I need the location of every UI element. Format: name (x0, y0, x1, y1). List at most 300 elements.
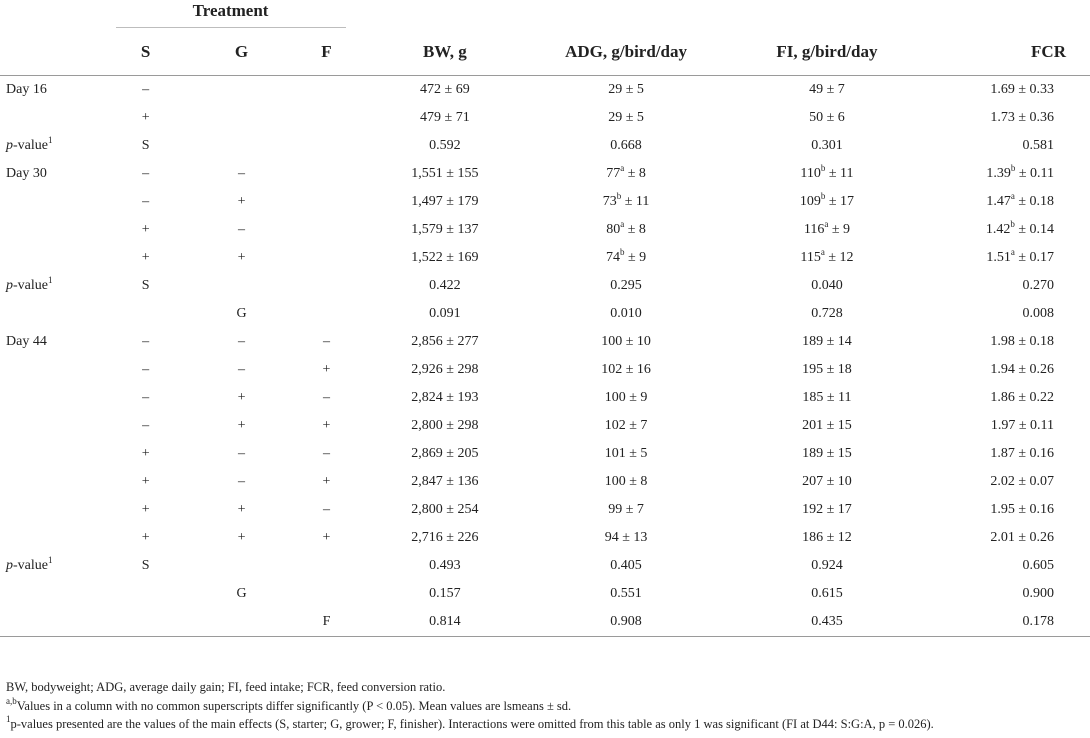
cell-value: 0.157 (429, 585, 461, 601)
cell-value: 94 ± 13 (604, 529, 648, 545)
cell-f (306, 524, 346, 552)
cell-value: 100 ± 9 (604, 389, 648, 405)
table-row (0, 132, 1090, 160)
cell-adg (543, 132, 709, 160)
cell-fcr (945, 104, 1090, 132)
cell-fi (709, 272, 945, 300)
cell-value: – (142, 193, 150, 209)
cell-label (0, 608, 115, 637)
cell-fi (709, 384, 945, 412)
table-row (0, 328, 1090, 356)
cell-adg (543, 580, 709, 608)
cell-label (0, 132, 115, 160)
cell-bw (346, 300, 543, 328)
cell-value: – (142, 81, 150, 97)
cell-value: + (141, 529, 150, 545)
col-header-fcr: FCR (945, 29, 1090, 76)
cell-value: 0.900 (1022, 585, 1054, 601)
cell-fi (709, 104, 945, 132)
cell-bw (346, 580, 543, 608)
cell-value: 2,847 ± 136 (411, 473, 479, 489)
cell-adg (543, 160, 709, 188)
superscript-letter: b (820, 162, 826, 173)
cell-fi (709, 300, 945, 328)
cell-value: F (322, 613, 331, 629)
cell-value: – (322, 501, 330, 517)
cell-f (306, 440, 346, 468)
cell-value: 0.814 (429, 613, 461, 629)
cell-adg (543, 272, 709, 300)
cell-value: 1,522 ± 169 (411, 249, 479, 265)
cell-fcr (945, 132, 1090, 160)
superscript-letter: b (616, 190, 622, 201)
cell-value: 1.69 ± 0.33 (990, 81, 1054, 97)
cell-g (177, 76, 307, 104)
cell-value: 0.301 (811, 137, 843, 153)
cell-value: 189 ± 15 (802, 445, 852, 461)
table-row (0, 524, 1090, 552)
cell-value-sd: ± 12 (824, 249, 854, 265)
cell-f (306, 160, 346, 188)
cell-f (306, 412, 346, 440)
cell-value: 0.728 (811, 305, 843, 321)
cell-value: 2,824 ± 193 (411, 389, 479, 405)
cell-label (0, 216, 115, 244)
cell-value: + (322, 473, 331, 489)
cell-label (0, 384, 115, 412)
cell-f (306, 132, 346, 160)
cell-value: S (141, 137, 150, 153)
cell-value: 1,497 ± 179 (411, 193, 479, 209)
cell-value-sd: ± 9 (624, 249, 647, 265)
footnote-pvalues (6, 715, 1086, 734)
row-label-footnote-marker: 1 (47, 134, 53, 145)
cell-label (0, 440, 115, 468)
cell-value: 29 ± 5 (608, 109, 644, 125)
cell-value-sd: ± 8 (624, 221, 646, 237)
superscript-letter: b (1010, 162, 1016, 173)
cell-value: – (322, 389, 330, 405)
cell-value: 116 (803, 221, 825, 237)
cell-value: 0.040 (811, 277, 843, 293)
cell-fcr (945, 328, 1090, 356)
cell-value: 2,800 ± 298 (411, 417, 479, 433)
cell-value: + (141, 249, 150, 265)
cell-bw (346, 496, 543, 524)
cell-value: 1.73 ± 0.36 (990, 109, 1054, 125)
cell-adg (543, 76, 709, 104)
cell-s (115, 552, 177, 580)
cell-bw (346, 188, 543, 216)
cell-value-sd: ± 11 (621, 193, 650, 209)
cell-value: 0.295 (610, 277, 642, 293)
cell-value-sd: ± 0.14 (1014, 221, 1054, 237)
cell-fi (709, 496, 945, 524)
cell-value: 0.435 (811, 613, 843, 629)
cell-value: – (238, 361, 246, 377)
table-row (0, 272, 1090, 300)
cell-fi (709, 552, 945, 580)
cell-value: 2.01 ± 0.26 (990, 529, 1054, 545)
cell-value: 192 ± 17 (802, 501, 852, 517)
cell-value: 1.42 (985, 221, 1011, 237)
cell-f (306, 188, 346, 216)
cell-label (0, 580, 115, 608)
footnote-abbreviations: BW, bodyweight; ADG, average daily gain; FI, feed intake; FCR, feed conversion ratio. (6, 680, 446, 694)
cell-fi (709, 328, 945, 356)
cell-bw (346, 216, 543, 244)
cell-label (0, 552, 115, 580)
cell-f (306, 580, 346, 608)
cell-adg (543, 440, 709, 468)
cell-label (0, 272, 115, 300)
footnote-significance-text: Values in a column with no common superscripts differ significantly (P < 0.05). Mean values are lsmeans ± sd. (16, 698, 572, 713)
superscript-letter: b (820, 190, 826, 201)
cell-f (306, 384, 346, 412)
superscript-letter: a (824, 218, 829, 229)
col-header-g: G (177, 29, 307, 76)
cell-fcr (945, 608, 1090, 637)
footnote-significance-marker: a,b (6, 695, 17, 706)
cell-adg (543, 328, 709, 356)
cell-s (115, 496, 177, 524)
cell-value: G (236, 585, 247, 601)
superscript-letter: a (620, 162, 625, 173)
table-row (0, 440, 1090, 468)
cell-label (0, 244, 115, 272)
cell-value: 1.95 ± 0.16 (990, 501, 1054, 517)
cell-s (115, 524, 177, 552)
cell-fi (709, 188, 945, 216)
cell-value: 0.010 (610, 305, 642, 321)
cell-g (177, 216, 307, 244)
cell-value: 0.008 (1022, 305, 1054, 321)
cell-label (0, 524, 115, 552)
table-row (0, 300, 1090, 328)
cell-label (0, 76, 115, 104)
cell-bw (346, 76, 543, 104)
cell-adg (543, 216, 709, 244)
cell-g (177, 440, 307, 468)
cell-s (115, 132, 177, 160)
cell-adg (543, 412, 709, 440)
cell-value: 479 ± 71 (420, 109, 470, 125)
cell-f (306, 328, 346, 356)
row-label: p-value (6, 137, 48, 153)
cell-s (115, 300, 177, 328)
cell-value: 2.02 ± 0.07 (990, 473, 1054, 489)
cell-value: 186 ± 12 (802, 529, 852, 545)
cell-value: 0.908 (610, 613, 642, 629)
superscript-letter: a (620, 218, 625, 229)
cell-fi (709, 440, 945, 468)
cell-value: 0.615 (811, 585, 843, 601)
cell-fcr (945, 188, 1090, 216)
cell-g (177, 132, 307, 160)
cell-value: + (322, 417, 331, 433)
cell-value: 0.551 (610, 585, 642, 601)
row-label-footnote-marker: 1 (47, 274, 53, 285)
cell-fcr (945, 468, 1090, 496)
cell-f (306, 272, 346, 300)
table-row (0, 580, 1090, 608)
cell-adg (543, 608, 709, 637)
cell-value-sd: ± 0.11 (1015, 165, 1054, 181)
cell-value: – (238, 333, 246, 349)
cell-s (115, 384, 177, 412)
cell-value: 80 (606, 221, 621, 237)
cell-bw (346, 104, 543, 132)
cell-value: – (238, 445, 246, 461)
cell-value: + (237, 193, 246, 209)
cell-bw (346, 328, 543, 356)
cell-g (177, 384, 307, 412)
cell-value: 109 (799, 193, 821, 209)
cell-value: 1.39 (986, 165, 1011, 181)
cell-value: 2,869 ± 205 (411, 445, 479, 461)
cell-label (0, 188, 115, 216)
cell-adg (543, 496, 709, 524)
cell-g (177, 496, 307, 524)
cell-fi (709, 216, 945, 244)
row-label: Day 16 (6, 81, 47, 97)
cell-value: + (237, 501, 246, 517)
cell-value: 472 ± 69 (420, 81, 470, 97)
cell-value: 2,926 ± 298 (411, 361, 479, 377)
cell-value: – (238, 165, 246, 181)
cell-g (177, 272, 307, 300)
col-header-f: F (306, 29, 346, 76)
cell-s (115, 188, 177, 216)
cell-f (306, 496, 346, 524)
cell-fi (709, 524, 945, 552)
cell-fcr (945, 580, 1090, 608)
cell-value: 2,800 ± 254 (411, 501, 479, 517)
footnote-pvalues-text: p-values presented are the values of the main effects (S, starter; G, grower; F, finisher). Interactions were omitted from this table as only 1 was significant (FI at D44: S:G:A, p = 0.026). (10, 717, 934, 731)
cell-fi (709, 244, 945, 272)
cell-fcr (945, 356, 1090, 384)
cell-value: 2,716 ± 226 (411, 529, 479, 545)
cell-value: 0.605 (1022, 557, 1054, 573)
cell-value: 185 ± 11 (802, 389, 852, 405)
cell-adg (543, 524, 709, 552)
col-header-adg: ADG, g/bird/day (543, 29, 709, 76)
cell-value: 101 ± 5 (604, 445, 648, 461)
row-label: p-value (6, 557, 48, 573)
cell-value: – (142, 333, 150, 349)
cell-value-sd: ± 0.18 (1014, 193, 1054, 209)
cell-value: 0.270 (1022, 277, 1054, 293)
cell-value: + (237, 529, 246, 545)
cell-fi (709, 76, 945, 104)
cell-fcr (945, 440, 1090, 468)
cell-value: 0.924 (811, 557, 843, 573)
cell-s (115, 328, 177, 356)
cell-value: + (322, 529, 331, 545)
cell-f (306, 300, 346, 328)
cell-fi (709, 468, 945, 496)
cell-adg (543, 468, 709, 496)
cell-label (0, 328, 115, 356)
footnote-pvalues-marker: 1 (6, 714, 11, 724)
cell-fcr (945, 244, 1090, 272)
cell-s (115, 216, 177, 244)
cell-g (177, 188, 307, 216)
col-header-fi: FI, g/bird/day (709, 29, 945, 76)
cell-label (0, 412, 115, 440)
cell-value: 100 ± 8 (604, 473, 648, 489)
cell-value: 115 (800, 249, 821, 265)
table-row (0, 104, 1090, 132)
row-label: p-value (6, 277, 48, 293)
table-row (0, 608, 1090, 637)
cell-f (306, 552, 346, 580)
cell-value: 0.091 (429, 305, 461, 321)
cell-adg (543, 188, 709, 216)
cell-value: – (142, 417, 150, 433)
cell-s (115, 356, 177, 384)
cell-fi (709, 580, 945, 608)
cell-value-sd: ± 0.17 (1014, 249, 1054, 265)
cell-value: 1.51 (986, 249, 1011, 265)
treatment-group-header (115, 0, 347, 29)
cell-s (115, 412, 177, 440)
cell-bw (346, 468, 543, 496)
cell-fcr (945, 76, 1090, 104)
cell-fi (709, 132, 945, 160)
cell-value: 0.592 (429, 137, 461, 153)
cell-value: 1.87 ± 0.16 (990, 445, 1054, 461)
cell-value: 50 ± 6 (809, 109, 845, 125)
cell-fcr (945, 160, 1090, 188)
cell-s (115, 160, 177, 188)
cell-f (306, 356, 346, 384)
cell-fi (709, 608, 945, 637)
cell-g (177, 552, 307, 580)
cell-value: 195 ± 18 (802, 361, 852, 377)
treatment-header-row (0, 0, 1090, 29)
cell-bw (346, 552, 543, 580)
cell-value: + (141, 473, 150, 489)
cell-fcr (945, 216, 1090, 244)
cell-fcr (945, 412, 1090, 440)
cell-value: 110 (800, 165, 821, 181)
superscript-letter: a (1010, 246, 1015, 257)
cell-g (177, 608, 307, 637)
column-header-row (0, 29, 1090, 76)
table-row (0, 76, 1090, 104)
cell-label (0, 468, 115, 496)
cell-s (115, 468, 177, 496)
cell-value: S (141, 277, 150, 293)
cell-value: 49 ± 7 (809, 81, 845, 97)
cell-value: – (142, 361, 150, 377)
cell-fcr (945, 384, 1090, 412)
cell-value: + (141, 501, 150, 517)
cell-fcr (945, 300, 1090, 328)
cell-f (306, 76, 346, 104)
cell-bw (346, 384, 543, 412)
cell-value: – (142, 165, 150, 181)
cell-value: 201 ± 15 (802, 417, 852, 433)
cell-g (177, 160, 307, 188)
cell-value: 0.493 (429, 557, 461, 573)
cell-g (177, 300, 307, 328)
treatment-title: Treatment (116, 1, 346, 28)
cell-value: 74 (605, 249, 620, 265)
cell-value: – (142, 389, 150, 405)
table-row (0, 188, 1090, 216)
superscript-letter: a (820, 246, 825, 257)
cell-adg (543, 356, 709, 384)
cell-value: + (322, 361, 331, 377)
cell-label (0, 160, 115, 188)
cell-value: 2,856 ± 277 (411, 333, 479, 349)
cell-value: + (237, 389, 246, 405)
cell-value: 1.98 ± 0.18 (990, 333, 1054, 349)
table-row (0, 468, 1090, 496)
cell-label (0, 496, 115, 524)
table-row (0, 216, 1090, 244)
cell-value: 1.97 ± 0.11 (990, 417, 1054, 433)
cell-g (177, 524, 307, 552)
cell-adg (543, 244, 709, 272)
cell-g (177, 244, 307, 272)
cell-label (0, 356, 115, 384)
cell-value: + (141, 445, 150, 461)
cell-bw (346, 160, 543, 188)
cell-s (115, 244, 177, 272)
cell-s (115, 76, 177, 104)
cell-bw (346, 244, 543, 272)
cell-value: 0.422 (429, 277, 461, 293)
cell-value: 1.47 (986, 193, 1011, 209)
cell-adg (543, 384, 709, 412)
cell-f (306, 244, 346, 272)
cell-bw (346, 412, 543, 440)
cell-bw (346, 272, 543, 300)
cell-value: – (238, 221, 246, 237)
row-label: Day 44 (6, 333, 47, 349)
cell-value: S (141, 557, 150, 573)
table-row (0, 384, 1090, 412)
cell-value: 29 ± 5 (608, 81, 644, 97)
cell-value: + (237, 417, 246, 433)
cell-g (177, 468, 307, 496)
cell-value: 207 ± 10 (802, 473, 852, 489)
superscript-letter: a (1010, 190, 1015, 201)
cell-value: 0.668 (610, 137, 642, 153)
footnotes (6, 678, 1086, 734)
cell-value: – (238, 473, 246, 489)
cell-fcr (945, 524, 1090, 552)
cell-s (115, 272, 177, 300)
col-header-s: S (115, 29, 177, 76)
cell-value: 0.178 (1022, 613, 1054, 629)
cell-fi (709, 356, 945, 384)
superscript-letter: b (619, 246, 625, 257)
table-row (0, 496, 1090, 524)
cell-fi (709, 160, 945, 188)
cell-value: + (141, 109, 150, 125)
cell-fcr (945, 496, 1090, 524)
cell-value: 1.94 ± 0.26 (990, 361, 1054, 377)
cell-value-sd: ± 11 (825, 165, 854, 181)
cell-s (115, 580, 177, 608)
cell-g (177, 580, 307, 608)
cell-s (115, 440, 177, 468)
cell-bw (346, 524, 543, 552)
